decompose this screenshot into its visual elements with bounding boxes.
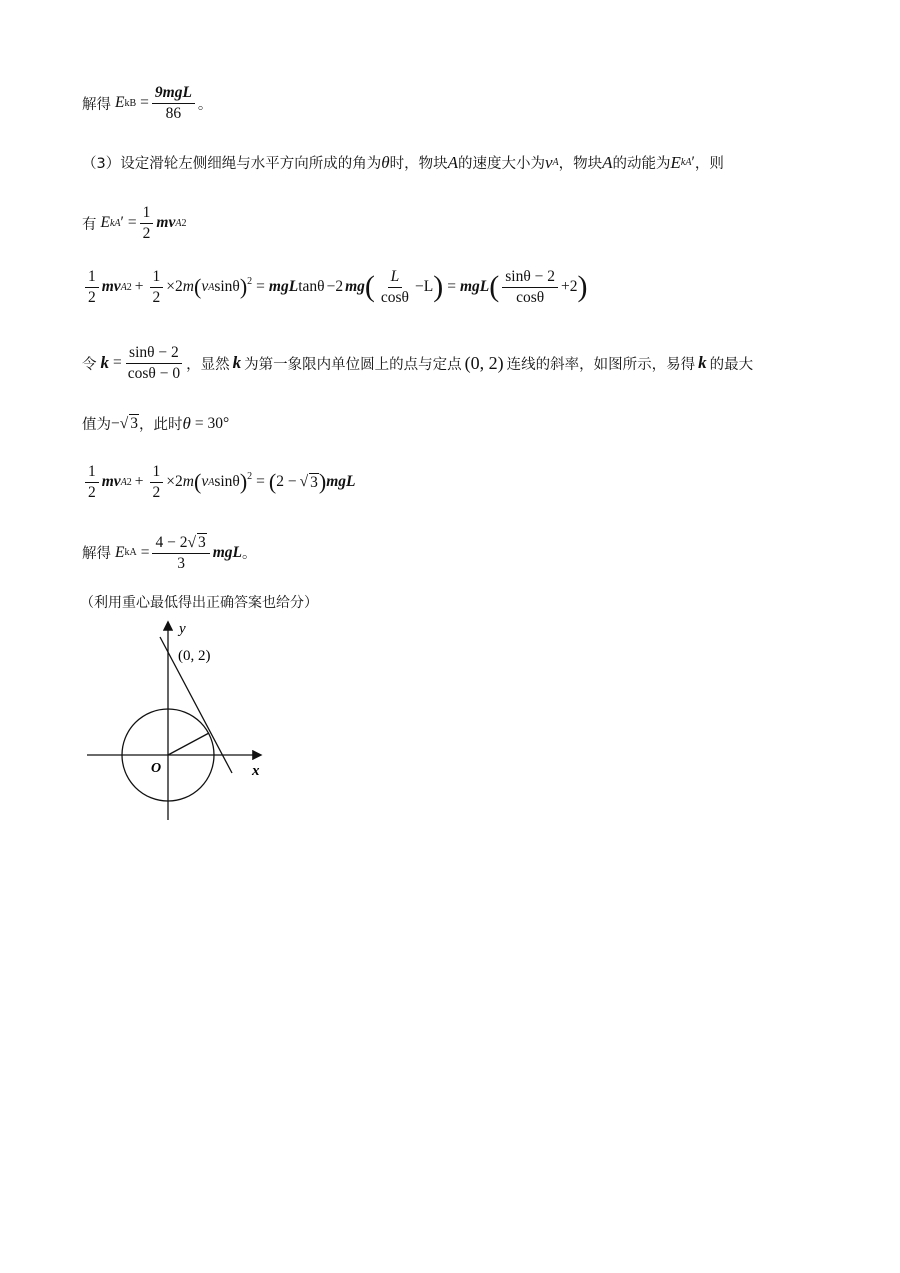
answer-line-eka: 解得 E kA = $\frac{4 - 2√ 3}{3}$ mgL 。 bbox=[82, 534, 257, 572]
part3-intro-line: （3）设定滑轮左侧细绳与水平方向所成的角为 θ 时，物块 A 的速度大小为 v A ，物块 A 的动能为 E kA ′ ，则 bbox=[82, 152, 724, 172]
fraction-final: $\frac{4 - 2√ 3}{3}$ bbox=[152, 533, 209, 573]
y-axis-label: y bbox=[179, 621, 186, 637]
radius-line bbox=[168, 733, 209, 755]
fraction-9mgL-86: $\frac{\text{9mgL}}{86}$ bbox=[152, 84, 195, 123]
max-value-line: 值为 − √ 3 ，此时 θ = 30° bbox=[82, 413, 230, 433]
energy-equation-line: $\frac{1}{2}$ mv A 2 + $\frac{1}{2}$ ×2 m ( v A sinθ ) $^2$ = mgL tanθ −2 mg ( $\frac{L}{\cos\theta}$ −L ) = mgL ( $\frac{\sin\theta - 2}{\cos\theta}$ +2 ) bbox=[82, 268, 588, 307]
energy-result-equation-line: $\frac{1}{2}$ mv A 2 + $\frac{1}{2}$ ×2 m ( v A sinθ ) $^2$ = ( 2 − √ 3 ) mgL bbox=[82, 463, 356, 502]
kinetic-energy-formula-line: 有 E kA ′ = $\frac{1}{2}$ mv A 2 bbox=[82, 204, 187, 242]
answer-line-ekb: 解得 E kB = $\frac{\text{9mgL}}{86}$ 。 bbox=[82, 84, 213, 122]
fraction-half: $\frac{1}{2}$ bbox=[140, 204, 154, 243]
point-label: (0, 2) bbox=[178, 648, 211, 664]
slope-definition-line: 令 k = $\frac{\sin\theta - 2}{\cos\theta - 0}$ ，显然 k 为第一象限内单位圆上的点与定点 (0, 2) 连线的斜率，如图所示，易得 k 的最大 bbox=[82, 344, 754, 382]
unit-circle-figure bbox=[82, 615, 282, 825]
origin-label: O bbox=[151, 761, 162, 776]
grading-note: （利用重心最低得出正确答案也给分） bbox=[80, 595, 318, 611]
x-axis-label: x bbox=[252, 763, 260, 779]
